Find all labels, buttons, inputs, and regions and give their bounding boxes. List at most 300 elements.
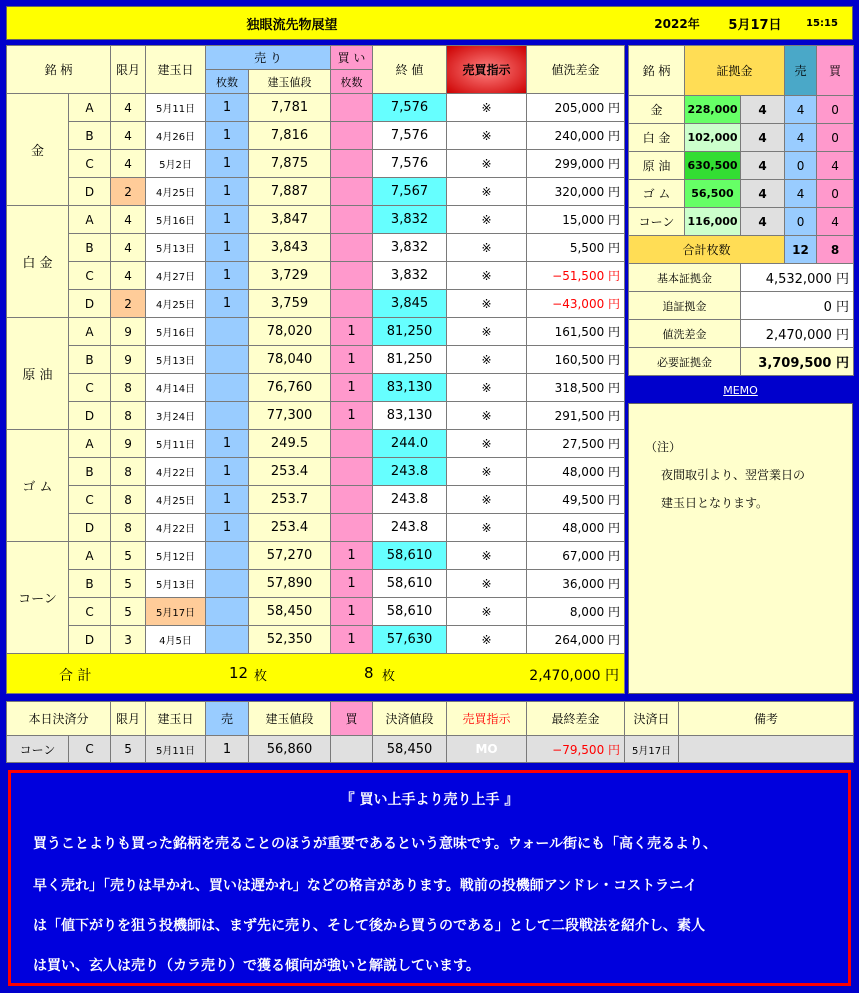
order-mark: ※	[447, 374, 527, 402]
margin-units: 4	[741, 208, 785, 236]
position-row	[7, 570, 625, 598]
open-date: 5月13日	[146, 346, 206, 374]
summary-value: 0 円	[741, 292, 854, 320]
margin-sell: 4	[785, 96, 817, 124]
sell-count	[206, 402, 249, 430]
open-price: 253.4	[249, 514, 331, 542]
mark-to-market-diff: 320,000 円	[527, 178, 625, 206]
margin-amount: 630,500	[685, 152, 741, 180]
brand-name: コーン	[7, 542, 69, 654]
close-price: 3,832	[373, 206, 447, 234]
margin-row	[629, 96, 854, 124]
margin-units: 4	[741, 180, 785, 208]
close-price: 3,845	[373, 290, 447, 318]
summary-label: 値洗差金	[629, 320, 741, 348]
contract-sub: C	[69, 598, 111, 626]
position-row	[7, 94, 625, 122]
settled-col-sell: 売	[206, 702, 249, 736]
margin-amount: 102,000	[685, 124, 741, 152]
mark-to-market-diff: 5,500 円	[527, 234, 625, 262]
open-price: 3,729	[249, 262, 331, 290]
commentary-box	[8, 770, 851, 986]
order-mark: ※	[447, 598, 527, 626]
totals-label: 合 計	[59, 667, 92, 684]
sell-count	[206, 542, 249, 570]
settled-settle-price: 58,450	[373, 736, 447, 763]
order-mark: ※	[447, 178, 527, 206]
open-date: 5月13日	[146, 234, 206, 262]
header-year: 2022年	[654, 16, 700, 31]
open-price: 52,350	[249, 626, 331, 654]
open-date: 4月14日	[146, 374, 206, 402]
position-row	[7, 374, 625, 402]
margin-col-brand: 銘 柄	[629, 46, 685, 96]
summary-value: 2,470,000 円	[741, 320, 854, 348]
order-mark: ※	[447, 430, 527, 458]
sell-count	[206, 318, 249, 346]
sell-count: 1	[206, 514, 249, 542]
brand-name: 白 金	[7, 206, 69, 318]
settled-col-settle-date: 決済日	[625, 702, 679, 736]
commentary-line-4: は買い、玄人は売り（カラ売り）で獲る傾向が強いと解説しています。	[33, 958, 480, 974]
mark-to-market-diff: 27,500 円	[527, 430, 625, 458]
close-price: 243.8	[373, 514, 447, 542]
close-price: 243.8	[373, 458, 447, 486]
contract-sub: C	[69, 486, 111, 514]
mark-to-market-diff: 240,000 円	[527, 122, 625, 150]
close-price: 58,610	[373, 598, 447, 626]
margin-sell: 0	[785, 152, 817, 180]
position-row	[7, 458, 625, 486]
order-mark: ※	[447, 234, 527, 262]
settled-final: −79,500 円	[527, 736, 625, 763]
order-mark: ※	[447, 122, 527, 150]
position-row	[7, 290, 625, 318]
open-price: 249.5	[249, 430, 331, 458]
memo-link[interactable]: MEMO	[723, 383, 758, 397]
buy-count	[331, 234, 373, 262]
margin-units: 4	[741, 152, 785, 180]
settled-settle-date: 5月17日	[625, 736, 679, 763]
col-order: 売買指示	[447, 46, 527, 94]
open-price: 7,875	[249, 150, 331, 178]
totals-sell-count: 12	[229, 663, 249, 682]
buy-count: 1	[331, 402, 373, 430]
col-diff: 値洗差金	[527, 46, 625, 94]
memo-box	[628, 403, 853, 694]
open-date: 4月27日	[146, 262, 206, 290]
memo-line-3: 建玉日となります。	[661, 496, 769, 510]
totals-diff: 2,470,000 円	[529, 667, 619, 684]
open-price: 78,020	[249, 318, 331, 346]
col-open-date: 建玉日	[146, 46, 206, 94]
open-date: 5月13日	[146, 570, 206, 598]
margin-row	[629, 124, 854, 152]
margin-total-buy: 8	[817, 236, 854, 264]
sell-count: 1	[206, 150, 249, 178]
open-date: 4月22日	[146, 514, 206, 542]
open-price: 76,760	[249, 374, 331, 402]
open-price: 3,843	[249, 234, 331, 262]
contract-month: 8	[111, 514, 146, 542]
open-date: 4月25日	[146, 486, 206, 514]
margin-total-label: 合計枚数	[629, 236, 785, 264]
position-row	[7, 486, 625, 514]
order-mark: ※	[447, 626, 527, 654]
buy-count: 1	[331, 318, 373, 346]
margin-amount: 116,000	[685, 208, 741, 236]
close-price: 81,250	[373, 346, 447, 374]
buy-count	[331, 206, 373, 234]
margin-row	[629, 180, 854, 208]
margin-brand: 白 金	[629, 124, 685, 152]
buy-count: 1	[331, 598, 373, 626]
col-open-price: 建玉値段	[249, 70, 331, 94]
contract-month: 2	[111, 178, 146, 206]
mark-to-market-diff: 299,000 円	[527, 150, 625, 178]
close-price: 244.0	[373, 430, 447, 458]
open-date: 5月17日	[146, 598, 206, 626]
close-price: 7,576	[373, 122, 447, 150]
close-price: 3,832	[373, 234, 447, 262]
mark-to-market-diff: 48,000 円	[527, 514, 625, 542]
commentary-line-1: 買うことよりも買った銘柄を売ることのほうが重要であるという意味です。ウォール街にも「高く売るより、	[33, 836, 718, 852]
totals-buy-unit: 枚	[382, 668, 396, 684]
open-price: 253.7	[249, 486, 331, 514]
sell-count: 1	[206, 122, 249, 150]
buy-count: 1	[331, 374, 373, 402]
summary-label: 追証拠金	[629, 292, 741, 320]
contract-month: 4	[111, 122, 146, 150]
buy-count: 1	[331, 542, 373, 570]
settled-col-title: 本日決済分	[7, 702, 111, 736]
totals-buy-count: 8	[364, 663, 374, 682]
contract-month: 3	[111, 626, 146, 654]
open-price: 7,816	[249, 122, 331, 150]
position-row	[7, 206, 625, 234]
margin-units: 4	[741, 96, 785, 124]
contract-month: 5	[111, 598, 146, 626]
position-row	[7, 318, 625, 346]
contract-sub: A	[69, 430, 111, 458]
contract-sub: A	[69, 542, 111, 570]
margin-total-sell: 12	[785, 236, 817, 264]
mark-to-market-diff: 205,000 円	[527, 94, 625, 122]
margin-buy: 4	[817, 152, 854, 180]
close-price: 58,610	[373, 570, 447, 598]
close-price: 243.8	[373, 486, 447, 514]
buy-count	[331, 150, 373, 178]
margin-buy: 0	[817, 96, 854, 124]
position-row	[7, 122, 625, 150]
settled-col-buy: 買	[331, 702, 373, 736]
commentary-line-2: 早く売れ」「売りは早かれ、買いは遅かれ」などの格言があります。戦前の投機師アンドレ・コストラニイ	[33, 878, 698, 894]
sell-count	[206, 570, 249, 598]
open-date: 5月11日	[146, 94, 206, 122]
mark-to-market-diff: 48,000 円	[527, 458, 625, 486]
contract-sub: C	[69, 150, 111, 178]
open-date: 3月24日	[146, 402, 206, 430]
settled-table	[6, 701, 854, 763]
mark-to-market-diff: 291,500 円	[527, 402, 625, 430]
open-date: 4月25日	[146, 178, 206, 206]
open-price: 253.4	[249, 458, 331, 486]
position-row	[7, 346, 625, 374]
settled-month: 5	[111, 736, 146, 763]
summary-row	[629, 292, 854, 320]
order-mark: ※	[447, 94, 527, 122]
contract-month: 8	[111, 374, 146, 402]
sell-count: 1	[206, 430, 249, 458]
contract-sub: D	[69, 402, 111, 430]
margin-brand: コーン	[629, 208, 685, 236]
contract-month: 4	[111, 150, 146, 178]
contract-month: 9	[111, 318, 146, 346]
mark-to-market-diff: 67,000 円	[527, 542, 625, 570]
order-mark: ※	[447, 458, 527, 486]
margin-sell: 0	[785, 208, 817, 236]
brand-name: 原 油	[7, 318, 69, 430]
mark-to-market-diff: 36,000 円	[527, 570, 625, 598]
position-row	[7, 514, 625, 542]
contract-month: 9	[111, 346, 146, 374]
close-price: 7,567	[373, 178, 447, 206]
close-price: 7,576	[373, 150, 447, 178]
contract-sub: A	[69, 94, 111, 122]
contract-month: 8	[111, 458, 146, 486]
open-date: 4月22日	[146, 458, 206, 486]
contract-sub: D	[69, 626, 111, 654]
sell-count	[206, 626, 249, 654]
summary-label: 基本証拠金	[629, 264, 741, 292]
buy-count	[331, 486, 373, 514]
open-date: 5月12日	[146, 542, 206, 570]
col-close: 終 値	[373, 46, 447, 94]
mark-to-market-diff: 161,500 円	[527, 318, 625, 346]
margin-brand: ゴ ム	[629, 180, 685, 208]
open-date: 5月2日	[146, 150, 206, 178]
header-time: 15:15	[806, 17, 838, 29]
margin-buy: 0	[817, 124, 854, 152]
summary-row	[629, 320, 854, 348]
margin-amount: 228,000	[685, 96, 741, 124]
buy-count	[331, 94, 373, 122]
position-row	[7, 178, 625, 206]
order-mark: ※	[447, 542, 527, 570]
buy-count: 1	[331, 570, 373, 598]
position-row	[7, 626, 625, 654]
buy-count	[331, 458, 373, 486]
contract-month: 5	[111, 570, 146, 598]
open-date: 4月26日	[146, 122, 206, 150]
order-mark: ※	[447, 262, 527, 290]
buy-count	[331, 430, 373, 458]
sell-count: 1	[206, 94, 249, 122]
buy-count	[331, 262, 373, 290]
close-price: 81,250	[373, 318, 447, 346]
contract-sub: B	[69, 458, 111, 486]
sell-count	[206, 346, 249, 374]
settled-col-final: 最終差金	[527, 702, 625, 736]
close-price: 7,576	[373, 94, 447, 122]
settled-brand: コーン	[7, 736, 69, 763]
close-price: 58,610	[373, 542, 447, 570]
margin-row	[629, 208, 854, 236]
open-price: 7,781	[249, 94, 331, 122]
col-sell: 売 り	[206, 46, 331, 70]
margin-brand: 金	[629, 96, 685, 124]
page-title: 独眼流先物展望	[246, 17, 338, 33]
open-price: 57,270	[249, 542, 331, 570]
buy-count: 1	[331, 626, 373, 654]
settled-col-order: 売買指示	[447, 702, 527, 736]
margin-buy: 4	[817, 208, 854, 236]
header-date: 5月17日	[728, 17, 782, 33]
contract-sub: B	[69, 346, 111, 374]
mark-to-market-diff: −43,000 円	[527, 290, 625, 318]
positions-table	[6, 45, 625, 694]
margin-col-margin: 証拠金	[685, 46, 785, 96]
contract-sub: D	[69, 290, 111, 318]
open-date: 4月5日	[146, 626, 206, 654]
contract-month: 5	[111, 542, 146, 570]
settled-sub: C	[69, 736, 111, 763]
position-row	[7, 262, 625, 290]
margin-brand: 原 油	[629, 152, 685, 180]
contract-month: 8	[111, 486, 146, 514]
order-mark: ※	[447, 150, 527, 178]
memo-line-1: （注）	[645, 440, 682, 454]
settled-col-price: 建玉値段	[249, 702, 331, 736]
open-price: 57,890	[249, 570, 331, 598]
order-mark: ※	[447, 570, 527, 598]
mark-to-market-diff: 49,500 円	[527, 486, 625, 514]
open-price: 78,040	[249, 346, 331, 374]
contract-sub: B	[69, 234, 111, 262]
col-buy: 買 い	[331, 46, 373, 70]
contract-sub: C	[69, 374, 111, 402]
brand-name: ゴ ム	[7, 430, 69, 542]
margin-table	[628, 45, 854, 376]
open-price: 3,847	[249, 206, 331, 234]
contract-month: 4	[111, 262, 146, 290]
open-price: 58,450	[249, 598, 331, 626]
order-mark: ※	[447, 486, 527, 514]
open-price: 77,300	[249, 402, 331, 430]
margin-amount: 56,500	[685, 180, 741, 208]
brand-name: 金	[7, 94, 69, 206]
title-bar	[6, 6, 853, 40]
contract-sub: A	[69, 318, 111, 346]
contract-month: 9	[111, 430, 146, 458]
close-price: 3,832	[373, 262, 447, 290]
summary-row	[629, 348, 854, 376]
order-mark: ※	[447, 206, 527, 234]
settled-col-month: 限月	[111, 702, 146, 736]
sell-count: 1	[206, 178, 249, 206]
mark-to-market-diff: 15,000 円	[527, 206, 625, 234]
col-buy-count: 枚数	[331, 70, 373, 94]
position-row	[7, 234, 625, 262]
margin-buy: 0	[817, 180, 854, 208]
settled-col-date: 建玉日	[146, 702, 206, 736]
sell-count: 1	[206, 486, 249, 514]
commentary-title: 『 買い上手より売り上手 』	[340, 792, 519, 808]
contract-month: 4	[111, 206, 146, 234]
close-price: 83,130	[373, 374, 447, 402]
sell-count: 1	[206, 262, 249, 290]
settled-sell: 1	[206, 736, 249, 763]
buy-count: 1	[331, 346, 373, 374]
position-row	[7, 150, 625, 178]
settled-date: 5月11日	[146, 736, 206, 763]
contract-sub: D	[69, 514, 111, 542]
totals-sell-unit: 枚	[254, 668, 268, 684]
summary-value: 4,532,000 円	[741, 264, 854, 292]
order-mark: ※	[447, 346, 527, 374]
settled-buy	[331, 736, 373, 763]
position-row	[7, 598, 625, 626]
contract-sub: B	[69, 122, 111, 150]
sell-count: 1	[206, 290, 249, 318]
buy-count	[331, 514, 373, 542]
position-row	[7, 542, 625, 570]
commentary-line-3: は「値下がりを狙う投機師は、まず先に売り、そして後から買うのである」として二段戦法を紹介し、素人	[33, 918, 705, 934]
settled-col-note: 備考	[679, 702, 854, 736]
summary-label: 必要証拠金	[629, 348, 741, 376]
margin-col-sell: 売	[785, 46, 817, 96]
settled-col-settle-price: 決済値段	[373, 702, 447, 736]
open-date: 5月11日	[146, 430, 206, 458]
col-sell-count: 枚数	[206, 70, 249, 94]
col-brand: 銘 柄	[7, 46, 111, 94]
margin-sell: 4	[785, 180, 817, 208]
open-price: 3,759	[249, 290, 331, 318]
position-row	[7, 402, 625, 430]
settled-row	[7, 736, 854, 763]
open-date: 5月16日	[146, 318, 206, 346]
position-row	[7, 430, 625, 458]
sell-count: 1	[206, 206, 249, 234]
mark-to-market-diff: 264,000 円	[527, 626, 625, 654]
contract-sub: C	[69, 262, 111, 290]
buy-count	[331, 122, 373, 150]
mark-to-market-diff: 8,000 円	[527, 598, 625, 626]
open-price: 7,887	[249, 178, 331, 206]
mark-to-market-diff: 160,500 円	[527, 346, 625, 374]
summary-row	[629, 264, 854, 292]
settled-price: 56,860	[249, 736, 331, 763]
margin-units: 4	[741, 124, 785, 152]
memo-line-2: 夜間取引より、翌営業日の	[661, 468, 806, 482]
order-mark: ※	[447, 402, 527, 430]
close-price: 57,630	[373, 626, 447, 654]
summary-value: 3,709,500 円	[741, 348, 854, 376]
mark-to-market-diff: 318,500 円	[527, 374, 625, 402]
settled-order: MO	[447, 736, 527, 763]
buy-count	[331, 178, 373, 206]
order-mark: ※	[447, 290, 527, 318]
open-date: 4月25日	[146, 290, 206, 318]
sell-count	[206, 374, 249, 402]
mark-to-market-diff: −51,500 円	[527, 262, 625, 290]
margin-col-buy: 買	[817, 46, 854, 96]
margin-sell: 4	[785, 124, 817, 152]
contract-month: 8	[111, 402, 146, 430]
order-mark: ※	[447, 514, 527, 542]
contract-month: 4	[111, 234, 146, 262]
order-mark: ※	[447, 318, 527, 346]
